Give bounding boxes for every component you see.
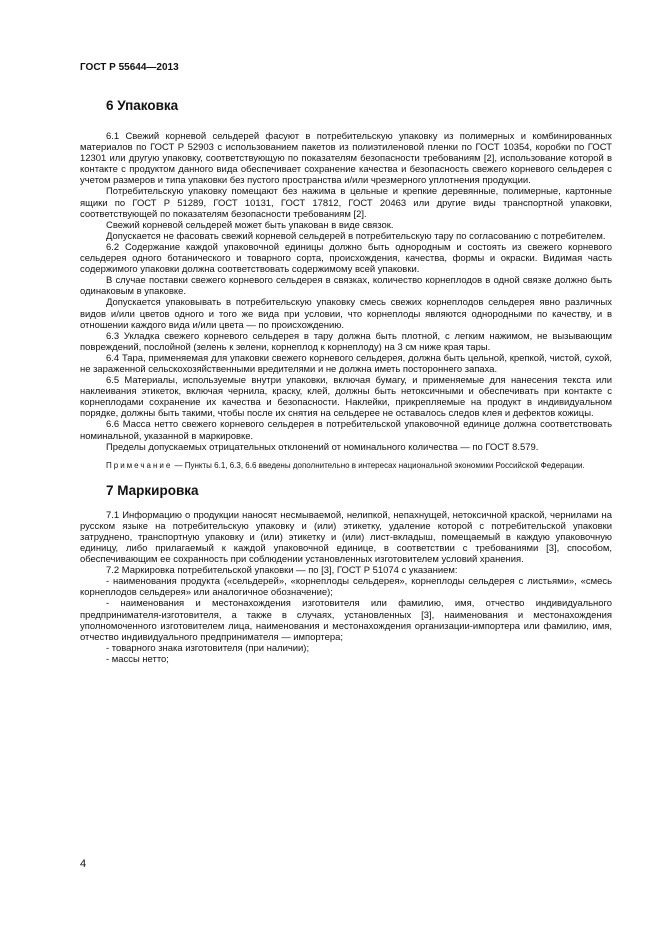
page-number: 4 (80, 858, 87, 870)
list-item: - наименования и местонахождения изготовителя или фамилию, имя, отчество индивидуального предпринимателя-изготовителя, а также в случаях, установленных [3], наименования и местонахождения уполномоченного изготовителем лица, наименования и местонахождения организации-импортера или фамилию, имя, отчество индивидуального предпринимателя — импортера; (80, 598, 612, 643)
paragraph: 6.5 Материалы, используемые внутри упаковки, включая бумагу, и применяемые для нанесения текста или наклеивания этикеток, включая чернила, краску, клей, должны быть нетоксичными и обеспечивать при контакте с корнеплодами сохранение их качества и безопасности. Наклейки, прикрепляемые на продукт в индивидуальном порядке, должны быть такими, чтобы после их снятия на сельдерее не оставалось следов клея и дефектов кожицы. (80, 375, 612, 420)
paragraph: 6.4 Тара, применяемая для упаковки свежего корневого сельдерея, должна быть цельной, крепкой, чистой, сухой, не зараженной сельскохозяйственными вредителями и не должна иметь постороннего запаха. (80, 352, 612, 375)
paragraph: 6.1 Свежий корневой сельдерей фасуют в потребительскую упаковку из полимерных и комбинированных материалов по ГОСТ Р 52903 с использованием пакетов из полиэтиленовой пленки по ГОСТ 10354, коробки по ГОСТ 12301 или другую упаковку, соответствующую по показателям безопасности требованиям [2], использование которой в контакте с продуктом данного вида обеспечивает сохранение качества и безопасность свежего корневого сельдерея с учетом размеров и типа упаковки без пустого пространства и/или чрезмерного уплотнения продукции. (80, 131, 612, 187)
note (80, 461, 612, 471)
section-6-title: 6 Упаковка (106, 98, 179, 113)
section-6-body (80, 131, 612, 471)
paragraph: Пределы допускаемых отрицательных отклонений от номинального количества — по ГОСТ 8.579. (106, 441, 539, 453)
paragraph: В случае поставки свежего корневого сельдерея в связках, количество корнеплодов в одной связке должно быть одинаковым в упаковке. (80, 275, 612, 298)
paragraph: 6.2 Содержание каждой упаковочной единицы должно быть однородным и состоять из свежего корневого сельдерея одного ботанического и товарного сорта, происхождения, качества, формы и окраски. Видимая часть содержимого упаковки должна соответствовать содержимому всей упаковки. (80, 241, 612, 276)
paragraph: Потребительскую упаковку помещают без нажима в цельные и крепкие деревянные, полимерные, картонные ящики по ГОСТ Р 51289, ГОСТ 10131, ГОСТ 17812, ГОСТ 20463 или другие виды транспортной упаковки, соответствующей по показателям безопасности требованиям [2]. (80, 186, 612, 220)
note-label: Примечание (106, 460, 173, 470)
paragraph: 6.6 Масса нетто свежего корневого сельдерея в потребительской упаковочной единице должна соответствовать номинальной, указанной в маркировке. (80, 419, 612, 442)
paragraph: Допускается не фасовать свежий корневой сельдерей в потребительскую тару по согласованию с потребителем. (106, 230, 606, 242)
paragraph: 7.2 Маркировка потребительской упаковки — по [3], ГОСТ Р 51074 с указанием: (106, 565, 458, 577)
section-7-body (80, 510, 612, 665)
page-content (80, 98, 612, 665)
list-item: - товарного знака изготовителя (при наличии); (106, 642, 310, 654)
document-header: ГОСТ Р 55644—2013 (80, 62, 179, 73)
paragraph: 6.3 Укладка свежего корневого сельдерея в тару должна быть плотной, с легким нажимом, не вызывающим повреждений, послойной (зелень к зелени, корнеплод к корнеплоду) на 3 см ниже края тары. (80, 330, 612, 353)
note-text: — Пункты 6.1, 6.3, 6.6 введены дополнительно в интересах национальной экономики Российской Федерации. (172, 460, 585, 470)
paragraph: Свежий корневой сельдерей может быть упакован в виде связок. (106, 219, 394, 231)
paragraph: 7.1 Информацию о продукции наносят несмываемой, нелипкой, непахнущей, нетоксичной краской, чернилами на русском языке на потребительскую упаковку и (или) этикетку, удаление которой с потребительской упаковки затруднено, транспортную упаковку и (или) этикетку и (или) лист-вкладыш, помещаемый в каждую упаковочную единицу, либо прилагаемый к каждой упаковочной единице, в соответствии с требованиями [3], способом, обеспечивающим ее сохранность при соблюдении установленных изготовителем условий хранения. (80, 509, 612, 566)
list-item: - наименования продукта («сельдерей», «корнеплоды сельдерея», корнеплоды сельдерея с листьями», «смесь корнеплодов сельдерея» или аналогичное обозначение); (80, 576, 612, 599)
section-7-title: 7 Маркировка (106, 482, 199, 498)
list-item: - массы нетто; (106, 653, 169, 665)
paragraph: Допускается упаковывать в потребительскую упаковку смесь свежих корнеплодов сельдерея явно различных видов и/или цветов одного и того же вида при условии, что корнеплоды являются однородными по качеству, и в отношении каждого вида и/или цвета — по происхождению. (80, 297, 612, 331)
